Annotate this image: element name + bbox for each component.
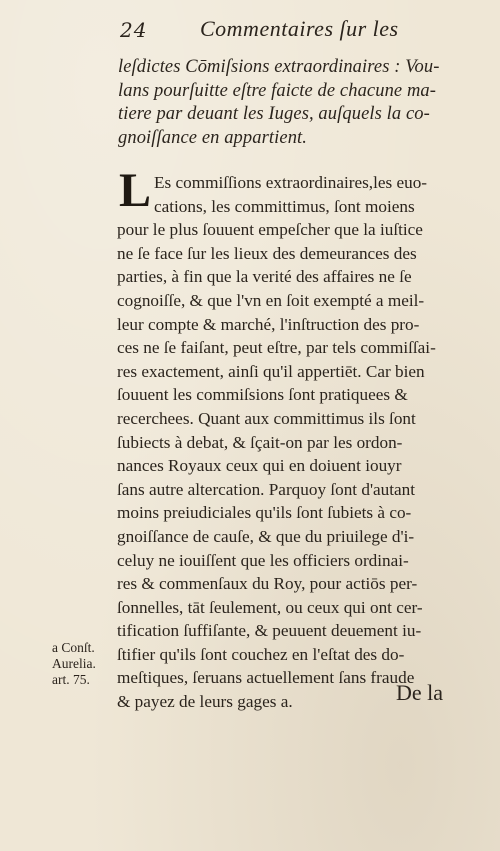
body-text — [117, 164, 462, 714]
body-line: parties, à fin que la verité des affaires ne ſe — [117, 267, 412, 287]
body-line: leur compte & marché, l'inſtruction des pro- — [117, 314, 420, 334]
page-number: 24 — [120, 18, 148, 42]
body-line: ſonnelles, tāt ſeulement, ou ceux qui ont cer- — [117, 597, 423, 617]
margin-note-line: a Conſt. — [52, 640, 95, 655]
margin-note — [52, 640, 117, 688]
summary-line: gnoiſſance en appartient. — [118, 127, 308, 148]
body-line: meſtiques, ſeruans actuellement ſans fraude — [117, 668, 415, 688]
body-line: Es commiſſions extraordinaires,les euo- — [154, 173, 428, 192]
body-line: ces ne ſe faiſant, peut eſtre, par tels commiſſai- — [117, 338, 436, 358]
margin-note-line: art. 75. — [52, 672, 90, 687]
margin-note-line: Aurelia. — [52, 656, 96, 671]
body-line: res exactement, ainſi qu'il appertiēt. Car bien — [117, 361, 425, 381]
body-line: celuy ne iouiſſent que les officiers ordinai- — [117, 550, 409, 570]
body-line: gnoiſſance de cauſe, & que du priuilege d'i- — [117, 526, 415, 546]
body-line: ſtifier qu'ils ſont couchez en l'eſtat des do- — [117, 644, 405, 664]
body-line: recerchees. Quant aux committimus ils ſont — [117, 408, 416, 428]
body-line: res & commenſaux du Roy, pour actiōs per- — [117, 574, 418, 594]
body-line: moins preiudiciales qu'ils ſont ſubiets à co- — [117, 503, 412, 523]
drop-cap-initial: L — [119, 164, 152, 217]
body-line: ne ſe face ſur les lieux des demeurances des — [117, 243, 417, 263]
body-line: cations, les committimus, ſont moiens — [154, 196, 415, 216]
summary-line: tiere par deuant les Iuges, auſquels la co- — [118, 104, 430, 124]
body-line: & payez de leurs gages a. — [117, 692, 293, 712]
page-header — [120, 14, 420, 48]
body-line: pour le plus ſouuent empeſcher que la iuſtice — [117, 220, 423, 240]
body-line: ſouuent les commiſsions ſont pratiquees & — [117, 385, 408, 405]
catchword: De la — [396, 680, 444, 705]
summary-line: lans pourſuitte eſtre faicte de chacune ma- — [118, 80, 437, 101]
running-title: Commentaires ſur les — [200, 16, 399, 41]
body-line: ſans autre altercation. Parquoy ſont d'autant — [117, 479, 416, 499]
body-line: nances Royaux ceux qui en doiuent iouyr — [117, 456, 402, 476]
body-line: cognoiſſe, & que l'vn en ſoit exempté a meil- — [117, 290, 425, 310]
body-line: ſubiects à debat, & ſçait-on par les ordon- — [117, 432, 403, 452]
chapter-summary — [118, 56, 463, 150]
body-line: tification ſuffiſante, & peuuent deuement iu- — [117, 621, 422, 641]
summary-line: leſdictes Cōmiſsions extraordinaires : Vou- — [118, 57, 440, 77]
